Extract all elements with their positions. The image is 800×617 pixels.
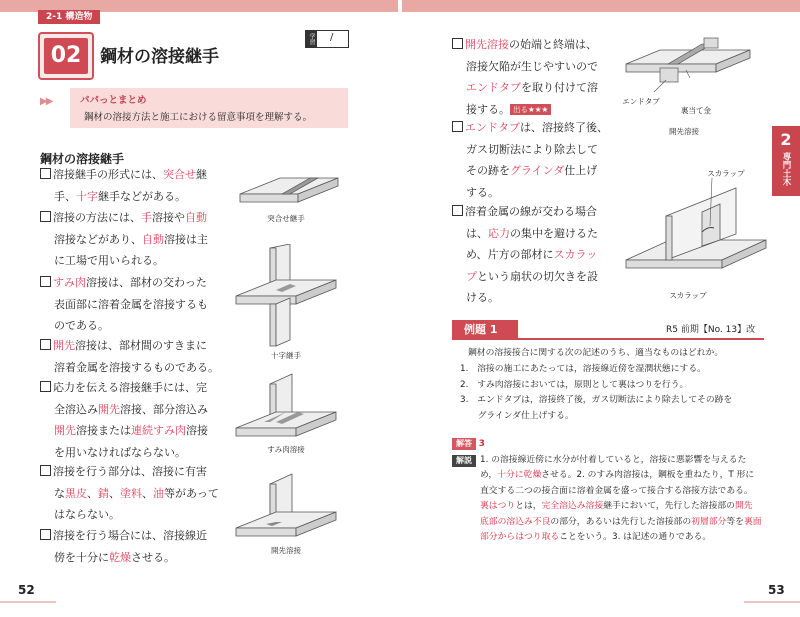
answer-block [452,437,762,546]
butt-joint-figure [232,166,340,218]
summary-arrows-icon: ▶▶ [40,96,52,107]
checklist-item [40,164,230,207]
text-segment: 開先 [53,339,75,352]
text-segment: その跡を [466,164,510,178]
text-segment: 自動 [142,232,164,246]
cross-joint-caption: 十字継手 [271,351,301,360]
example-option: グラインダ仕上げする。 [460,410,574,421]
text-segment: 初層部分 [691,516,727,527]
groove-weld-figure [232,472,340,542]
study-label: 学習 [308,33,315,45]
text-segment: 溶接 [186,424,208,438]
checkbox[interactable] [40,529,51,540]
item-line [452,77,612,99]
example-underline [452,338,764,340]
text-segment: 、 [87,486,98,500]
text-segment: 裏面 [743,516,762,527]
explanation [452,453,762,546]
item-line [452,244,612,266]
summary-heading: パパっとまとめ [80,95,147,106]
checkbox[interactable] [452,38,463,49]
explanation-line [480,530,762,546]
scallop-caption: スカラップ [669,291,707,300]
checklist-item [40,377,230,463]
item-line [40,420,230,442]
item-line [452,223,612,245]
text-segment: 継 [196,168,207,181]
item-line [40,483,230,505]
text-segment: ガス切断法により除去して [466,142,598,156]
checklist-item [40,207,230,272]
text-segment: は、 [466,226,488,240]
chapter-tag: 2-1 構造物 [38,10,100,24]
text-segment: はならない。 [54,508,120,522]
item-line [452,201,612,223]
scallop-top-label: スカラップ [707,169,745,178]
text-segment: 、 [142,486,153,500]
text-segment: 手、 [54,189,76,203]
text-segment: 溶接は、部材間のすきまに [75,339,207,352]
text-segment: 直交する二つの接合面に溶着金属を盛って接合する溶接方法である。 [480,485,753,496]
text-segment: め、片方の部材に [466,248,554,262]
checkbox[interactable] [40,339,51,350]
item-line [40,377,230,399]
text-segment: させる。 [131,550,175,564]
item-line [40,294,230,316]
text-segment: 溶接や [152,211,185,224]
text-segment: 継手において，先行した溶接部の [603,501,735,511]
item-line [40,335,230,357]
text-segment: 表面部に溶着金属を溶接するも [54,297,208,311]
text-segment: の始端と終端は、 [509,38,597,51]
text-segment: 溶接または [76,424,131,438]
side-tab-text: 専門土木 [781,152,791,186]
text-segment: め， [480,470,498,480]
item-line [40,250,230,272]
text-segment: 応力 [488,226,510,240]
explanation-line [480,515,762,531]
text-segment: 溶接の方法には、 [53,211,141,224]
study-record-box [305,30,349,48]
example-heading: 例題 1 [452,320,518,339]
text-segment: 部分からはつり取る [480,532,560,542]
checkbox[interactable] [40,211,51,222]
text-segment: の集中を避けるた [510,226,598,240]
text-segment: 自動 [185,211,207,224]
text-segment: 開先 [734,501,753,511]
fillet-weld-caption: すみ肉溶接 [267,445,305,454]
item-line [452,139,612,161]
text-segment: プ [466,269,477,283]
item-line [40,272,230,294]
groove-weld-right-caption: 開先溶接 [669,127,699,136]
checklist-item [452,117,612,203]
section-heading: 鋼材の溶接継手 [40,152,125,166]
checklist-item [40,335,230,378]
text-segment: 溶接は主 [164,232,208,246]
text-segment: 、 [109,486,120,500]
text-segment: な [54,486,65,500]
example-question: 鋼材の溶接接合に関する次の記述のうち、適当なものはどれか。 [468,348,724,358]
checkbox[interactable] [40,168,51,179]
text-segment: という扇状の切欠きを設 [477,269,598,283]
text-segment: 全溶込み [54,402,98,416]
checklist-item [40,272,230,337]
text-segment: 応力を伝える溶接継手には、完 [53,381,207,394]
cross-joint-figure [232,244,340,348]
item-line [452,160,612,182]
text-segment: グラインダ [510,164,565,178]
text-segment: 溶接などがあり、 [54,232,142,246]
text-segment: を用いなければならない。 [54,445,186,459]
text-segment: 突合せ [163,168,196,181]
item-line [40,504,230,526]
checklist-item [40,525,230,568]
item-line [40,357,230,379]
text-segment: 1. の溶接線近傍に水分が付着していると，溶接に悪影響を与えるた [480,454,747,465]
text-segment: 手 [141,211,152,224]
explanation-text [480,453,762,546]
backing-strip-label: 裏当て金 [681,106,711,115]
left-page-number: 52 [18,583,35,597]
text-segment: 完全溶込み溶接 [541,501,604,511]
checkbox[interactable] [452,205,463,216]
checkbox[interactable] [40,276,51,287]
text-segment: 底部の溶込み不良 [480,516,551,527]
page-title: 鋼材の溶接継手 [100,47,219,67]
explanation-line [480,468,762,484]
text-segment: エンドタブ [466,81,521,95]
right-page-line [744,601,800,603]
end-tab-label: エンドタブ [622,97,660,106]
explanation-line [480,484,762,500]
study-value: / [330,32,334,43]
chapter-side-tab[interactable] [772,126,800,196]
right-page-number: 53 [768,583,785,597]
text-segment: 溶接欠陥が生じやすいので [466,59,598,73]
text-segment: すみ肉 [53,276,86,289]
end-tab-figure [620,30,760,100]
text-segment: を取り付けて溶 [521,81,598,95]
scallop-figure [620,176,770,286]
text-segment: 溶接を行う部分は、溶接に有害 [53,465,207,478]
butt-joint-caption: 突合せ継手 [267,214,305,223]
checklist-item [452,34,612,120]
checklist-item [40,461,230,526]
text-segment: 開先 [54,424,76,438]
text-segment: 仕上げ [564,164,598,178]
item-line [452,117,612,139]
text-segment: エンドタブ [465,121,520,134]
text-segment: 錆 [98,486,109,500]
fillet-weld-figure [232,372,340,442]
answer-line [452,437,762,453]
checkbox[interactable] [452,121,463,132]
text-segment: 塗料 [120,486,142,500]
section-number: 02 [44,38,88,74]
text-segment: 溶接を行う場合には、溶接線近 [53,529,207,542]
example-option: 2. すみ肉溶接においては，原則として裏はつりを行う。 [460,379,689,390]
text-segment: 溶接継手の形式には、 [53,168,163,181]
text-segment: 乾燥 [109,550,131,564]
item-line [40,525,230,547]
item-line [40,461,230,483]
text-segment: に工場で用いられる。 [54,254,164,268]
summary-text: 鋼材の溶接方法と施工における留意事項を理解する。 [84,112,313,123]
example-option: 1. 溶接の施工にあたっては，溶接線近傍を湿潤状態にする。 [460,364,706,374]
checkbox[interactable] [40,465,51,476]
text-segment: 連続すみ肉 [131,424,186,438]
item-line [40,207,230,229]
text-segment: スカラッ [553,248,598,262]
checkbox[interactable] [40,381,51,392]
explanation-line [480,453,762,469]
item-line [452,56,612,78]
text-segment: させる。2. のすみ肉溶接は，鋼板を重ねたり，T 形に [541,470,755,480]
answer-value: 3 [478,439,485,449]
left-page-line [0,601,56,603]
text-segment: 等があって [164,486,219,500]
text-segment: 開先 [98,402,120,416]
text-segment: ことをいう。3. は記述の通りである。 [559,532,712,542]
item-line [40,164,230,186]
text-segment: 開先溶接 [465,38,509,51]
text-segment: 油 [153,486,164,500]
item-line [40,547,230,569]
text-segment: 溶接、部分溶込み [120,402,208,416]
text-segment: のである。 [54,319,109,333]
text-segment: 黒皮 [65,486,87,500]
right-top-bar [402,0,800,12]
text-segment: 溶着金属の線が交わる場合 [465,205,597,218]
text-segment: 十分に乾燥 [497,470,542,480]
text-segment: の部分，あるいは先行した溶接部の [550,516,692,527]
example-option: 3. エンドタブは，溶接終了後，ガス切断法により除去してその跡を [460,395,733,405]
checklist-item [452,201,612,309]
item-line [40,229,230,251]
text-segment: 溶接は、部材の交わった [86,276,207,289]
text-segment: する。 [466,185,499,199]
text-segment: 溶着金属を溶接するものである。 [54,360,219,374]
side-tab-number: 2 [780,130,792,149]
section-number-box [38,32,94,80]
text-segment: 等を [726,516,744,527]
text-segment: 十字 [76,189,98,203]
item-line [40,399,230,421]
text-segment: 継手などがある。 [98,189,186,203]
text-segment: 裏はつり [480,501,516,511]
item-line [40,186,230,208]
frequency-badge: 出る★★★ [510,104,551,115]
item-line [452,287,612,309]
text-segment: ける。 [466,291,499,305]
groove-weld-caption: 開先溶接 [271,546,301,555]
explanation-line [480,499,762,515]
text-segment: とは， [515,501,542,511]
item-line [452,266,612,288]
example-reference: R5 前期【No. 13】改 [666,325,756,335]
text-segment: 傍を十分に [54,550,109,564]
text-segment: は、溶接終了後、 [520,121,608,134]
item-line [40,315,230,337]
item-line [452,34,612,56]
summary-box [70,88,348,128]
explanation-badge: 解説 [452,455,476,467]
text-segment: 接する。 [466,102,510,116]
answer-badge: 解答 [452,438,476,450]
